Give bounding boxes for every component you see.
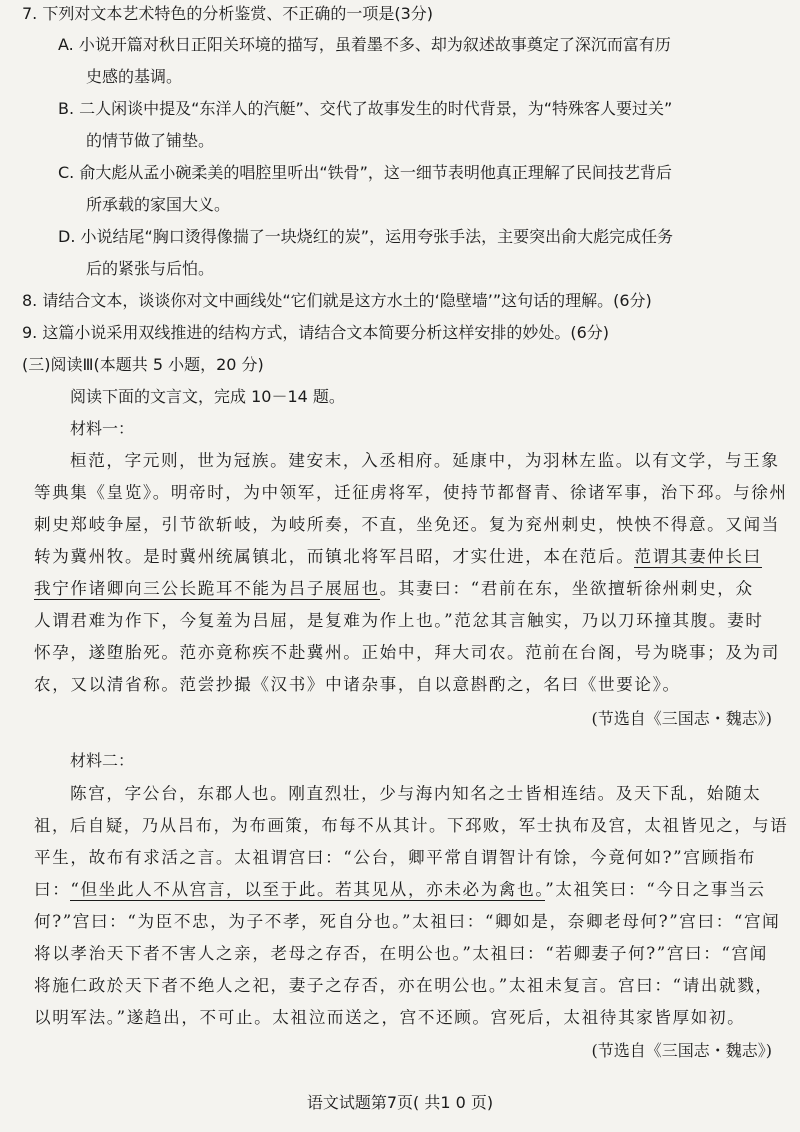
underlined-sentence-b: 我宁作诸卿向三公长跪耳不能为吕子展屈也	[34, 579, 380, 598]
material2-line: 平生，故布有求活之言。太祖谓宫曰：“公台，卿平常自谓智计有馀，今竟何如?”宫顾指布	[34, 848, 757, 867]
q7-option-b-line1: B. 二人闲谈中提及“东洋人的汽艇”、交代了故事发生的时代背景，为“特殊客人要过关”	[58, 99, 673, 118]
material1-line: 等典集《皇览》。明帝时，为中领军，迁征虏将军，使持节都督青、徐诸军事，治下邳。与徐州	[34, 483, 788, 502]
q7-option-c-line2: 所承载的家国大义。	[86, 195, 231, 214]
underlined-sentence-c: “但坐此人不从宫言，以至于此。若其见从，亦未必为禽也。	[70, 880, 546, 899]
material2-line-text: ”太祖笑曰：“今日之事当云	[545, 880, 766, 899]
q7-option-c-line1: C. 俞大彪从孟小碗柔美的唱腔里听出“铁骨”，这一细节表明他真正理解了民间技艺背后	[58, 163, 672, 182]
material2-line: 何?”宫曰：“为臣不忠，为子不孝，死自分也。”太祖曰：“卿如是，奈卿老母何?”宫曰：“宫闻	[34, 912, 781, 931]
material1-line-text: 转为冀州牧。是时冀州统属镇北，而镇北将军吕昭，才实仕进，本在范后。	[34, 547, 635, 566]
q7-option-a-line1: A. 小说开篇对秋日正阳关环境的描写，虽着墨不多、却为叙述故事奠定了深沉而富有历	[58, 35, 671, 54]
material2-line: 将以孝治天下者不害人之亲，老母之存否，在明公也。”太祖曰：“若卿妻子何?”宫曰：“宫闻	[34, 944, 768, 963]
material2-line-text: 曰：	[34, 880, 71, 899]
section-heading: (三)阅读Ⅲ(本题共 5 小题，20 分)	[22, 355, 264, 374]
material2-line: 祖，后自疑，乃从吕布，为布画策，布每不从其计。下邳败，军士执布及宫，太祖皆见之，与语	[34, 816, 789, 835]
q7-option-a-line2: 史感的基调。	[86, 67, 183, 86]
material1-line: 农，又以清省称。范尝抄撮《汉书》中诸杂事，自以意斟酌之，名曰《世要论》。	[34, 675, 681, 694]
material1-title: 材料一：	[70, 419, 135, 438]
material2-source: (节选自《三国志・魏志》)	[591, 1041, 772, 1060]
underlined-sentence-a: 范谓其妻仲长曰	[634, 547, 762, 566]
material2-line: 以明军法。”遂趋出，不可止。太祖泣而送之，宫不还顾。宫死后，太祖待其家皆厚如初。	[34, 1008, 746, 1027]
material2-title: 材料二：	[70, 751, 135, 770]
page-footer: 语文试题第7页( 共1 0 页)	[306, 1093, 494, 1112]
q8: 8. 请结合文本，谈谈你对文中画线处“它们就是这方水土的‘隐壁墙’”这句话的理解。(6分)	[22, 291, 652, 310]
material1-line-with-underline	[34, 546, 762, 568]
q9: 9. 这篇小说采用双线推进的结构方式，请结合文本简要分析这样安排的妙处。(6分)	[22, 323, 610, 342]
section-instruction: 阅读下面的文言文，完成 10－14 题。	[70, 387, 345, 406]
material1-line-with-underline	[34, 578, 754, 600]
material1-line: 刺史郑岐争屋，引节欲斩岐，为岐所奏，不直，坐免还。复为兖州刺史，怏怏不得意。又闻当	[34, 515, 780, 534]
material2-line: 陈宫，字公台，东郡人也。刚直烈壮，少与海内知名之士皆相连结。及天下乱，始随太	[70, 784, 762, 803]
q7-option-d-line2: 后的紧张与后怕。	[86, 259, 215, 278]
q7-option-b-line2: 的情节做了铺垫。	[86, 131, 215, 150]
q7-stem: 7. 下列对文本艺术特色的分析鉴赏、不正确的一项是(3分)	[22, 4, 434, 23]
material1-source: (节选自《三国志・魏志》)	[591, 709, 772, 728]
material1-line: 怀孕，遂堕胎死。范亦竟称疾不赴冀州。正始中，拜大司农。范前在台阁，号为晓事；及为司	[34, 643, 780, 662]
material1-line: 人谓君难为作下，今复羞为吕屈，是复难为作上也。”范忿其言触实，乃以刀环撞其腹。妻时	[34, 611, 764, 630]
material1-line-text: 。其妻曰：“君前在东，坐欲擅斩徐州刺史，众	[379, 579, 754, 598]
material2-line-with-underline	[34, 879, 766, 901]
q7-option-d-line1: D. 小说结尾“胸口烫得像揣了一块烧红的炭”，运用夸张手法，主要突出俞大彪完成任务	[58, 227, 674, 246]
material1-line: 桓范，字元则，世为冠族。建安末，入丞相府。延康中，为羽林左监。以有文学，与王象	[70, 451, 780, 470]
material2-line: 将施仁政於天下者不绝人之祀，妻子之存否，亦在明公也。”太祖未复言。宫曰：“请出就戮，	[34, 976, 774, 995]
